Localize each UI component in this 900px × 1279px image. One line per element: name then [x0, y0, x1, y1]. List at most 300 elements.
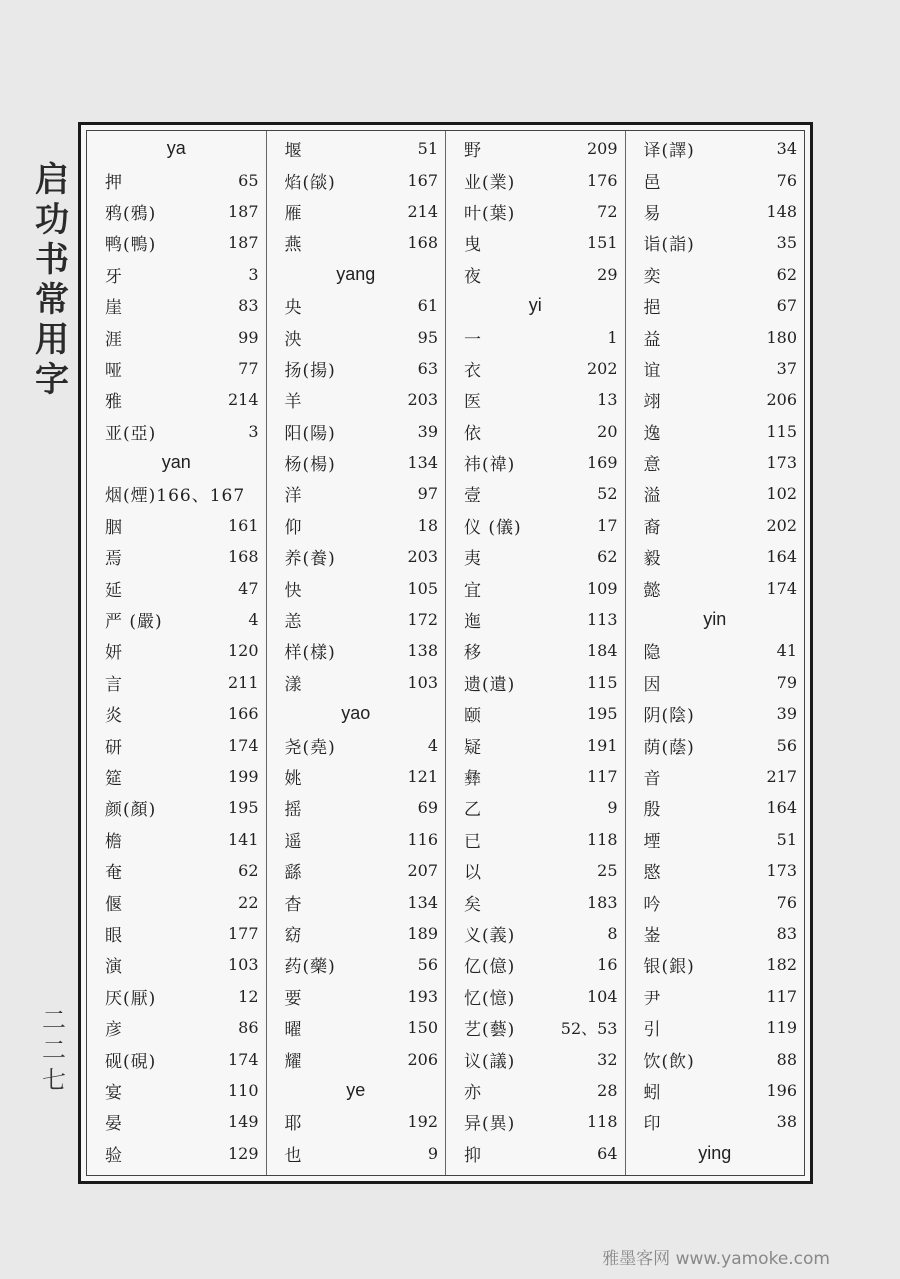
entry-page: 9: [427, 1143, 438, 1163]
entry-character: 意: [643, 455, 662, 476]
entry-page: 13: [597, 390, 618, 410]
entry-character: 艺(藝): [464, 1020, 516, 1041]
entry-character: 逸: [643, 423, 662, 444]
index-entry: [626, 1043, 805, 1074]
entry-character: 羊: [284, 392, 303, 413]
index-entry: [267, 667, 446, 698]
entry-character: 业(業): [464, 172, 516, 193]
entry-page: 18: [417, 515, 438, 535]
entry-character: 依: [464, 423, 482, 444]
entry-page: 203: [407, 390, 438, 410]
entry-character: 养(養): [284, 549, 336, 570]
entry-character: 崟: [643, 925, 662, 946]
index-entry: [267, 949, 446, 980]
index-entry: [87, 1106, 266, 1137]
pinyin-heading: yang: [336, 263, 376, 284]
entry-page: 174: [227, 735, 259, 755]
entry-page: 95: [417, 327, 438, 347]
entry-page: 102: [766, 484, 797, 504]
entry-page: 187: [227, 233, 259, 253]
watermark: 雅墨客网 www.yamoke.com: [602, 1249, 830, 1269]
index-entry: [267, 541, 446, 572]
side-title-char: 功: [35, 200, 69, 240]
index-entry: [87, 855, 266, 886]
index-entry: [446, 604, 625, 635]
entry-page: 86: [238, 1018, 259, 1038]
entry-page: 104: [586, 986, 618, 1006]
entry-character: 摇: [284, 800, 303, 821]
index-entry: [446, 384, 625, 415]
entry-page: 183: [586, 892, 618, 912]
entry-page: 103: [407, 672, 438, 692]
index-entry: [446, 1012, 625, 1043]
index-entry: [626, 259, 805, 290]
index-entry: [626, 1106, 805, 1137]
entry-page: 9: [607, 798, 618, 818]
side-title-char: 书: [35, 240, 69, 280]
entry-page: 51: [776, 829, 797, 849]
entry-page: 196: [766, 1080, 797, 1100]
index-entry: [626, 290, 805, 321]
entry-character: 祎(禕): [464, 455, 516, 476]
entry-character: 延: [105, 580, 123, 601]
index-entry: [626, 855, 805, 886]
entry-page: 67: [776, 296, 797, 316]
entry-page: 76: [776, 892, 797, 912]
entry-page: 166: [227, 704, 259, 724]
entry-character: 洋: [284, 486, 303, 507]
entry-page: 1: [607, 327, 618, 347]
side-title-char: 字: [35, 360, 69, 400]
entry-character: 鸦(鴉): [105, 203, 157, 224]
entry-character: 医: [464, 392, 482, 413]
index-entry: [267, 729, 446, 760]
entry-page: 52、53: [560, 1019, 618, 1039]
entry-character: 翊: [643, 392, 662, 413]
index-entry: [87, 981, 266, 1012]
index-entry: [267, 510, 446, 541]
entry-character: 妍: [105, 643, 123, 664]
index-entry: [87, 259, 266, 290]
entry-character: 演: [105, 957, 123, 978]
entry-character: 焉: [105, 549, 123, 570]
entry-page: 25: [597, 861, 618, 881]
entry-character: 义(義): [464, 925, 516, 946]
index-entry: [626, 227, 805, 258]
entry-character: 邑: [643, 172, 662, 193]
entry-character: 尹: [643, 988, 662, 1009]
entry-character: 曳: [464, 235, 482, 256]
entry-page: 209: [586, 139, 618, 159]
index-entry: [87, 541, 266, 572]
entry-character: 炎: [105, 706, 123, 727]
entry-character: 挹: [643, 298, 662, 319]
entry-character: 胭: [105, 517, 123, 538]
entry-character: 厌(厭): [105, 988, 157, 1009]
entry-character: 繇: [284, 863, 303, 884]
entry-character: 引: [643, 1020, 662, 1041]
entry-page: 62: [597, 547, 618, 567]
entry-character: 鸭(鴨): [105, 235, 157, 256]
index-entry: [87, 667, 266, 698]
index-entry: [626, 981, 805, 1012]
entry-page: 168: [227, 547, 259, 567]
index-entry: [446, 353, 625, 384]
entry-character: 漾: [284, 674, 303, 695]
entry-character: 奄: [105, 863, 123, 884]
entry-character: 晏: [105, 1114, 123, 1135]
entry-page: 8: [607, 923, 618, 943]
entry-page: 4: [427, 735, 438, 755]
entry-page: 217: [766, 767, 797, 786]
entry-page: 17: [597, 515, 618, 535]
index-entry: [267, 416, 446, 447]
index-entry: [446, 949, 625, 980]
index-entry: [446, 667, 625, 698]
side-title-char: 常: [35, 280, 69, 320]
entry-page: 149: [227, 1112, 259, 1132]
entry-character: 砚(硯): [105, 1051, 157, 1072]
entry-page: 109: [586, 578, 618, 598]
entry-page: 118: [586, 1112, 618, 1132]
entry-character: 颜(顏): [105, 800, 157, 821]
entry-page: 83: [238, 296, 259, 316]
entry-character: 乙: [464, 800, 482, 821]
index-table: [86, 130, 805, 1176]
index-entry: [626, 416, 805, 447]
entry-page: 120: [227, 641, 259, 661]
entry-page: 172: [407, 610, 438, 630]
entry-character: 矣: [464, 894, 482, 915]
index-entry: [626, 447, 805, 478]
pinyin-heading: ye: [346, 1079, 366, 1100]
index-entry: [87, 698, 266, 729]
entry-character: 移: [464, 643, 482, 664]
entry-character: 忆(憶): [464, 988, 516, 1009]
entry-page: 174: [227, 1049, 259, 1069]
index-entry: [626, 478, 805, 509]
entry-character: 泱: [284, 329, 303, 350]
entry-page: 3: [248, 264, 259, 284]
index-entry: [267, 1043, 446, 1074]
entry-character: 阴(陰): [643, 706, 695, 727]
index-entry: [87, 196, 266, 227]
entry-character: 已: [464, 831, 482, 852]
index-entry: [446, 510, 625, 541]
entry-character: 译(譯): [643, 141, 695, 162]
entry-page: 168: [407, 233, 438, 253]
entry-page: 47: [238, 578, 259, 598]
entry-page: 195: [586, 704, 618, 724]
index-entry: [446, 981, 625, 1012]
entry-page: 150: [407, 1018, 438, 1038]
index-entry: [446, 1075, 625, 1106]
entry-page: 173: [766, 453, 797, 473]
entry-page: 169: [586, 453, 618, 473]
entry-page: 134: [407, 453, 438, 473]
pinyin-heading: ying: [698, 1142, 732, 1163]
index-entry: [267, 321, 446, 352]
entry-character: 筵: [105, 769, 123, 789]
entry-character: 堙: [643, 831, 662, 852]
entry-character: 焰(燄): [284, 172, 336, 193]
entry-page: 195: [227, 798, 259, 818]
entry-page: 118: [586, 829, 618, 849]
entry-page: 34: [776, 139, 797, 159]
entry-page: 79: [776, 672, 797, 692]
index-entry: [626, 321, 805, 352]
entry-page: 148: [766, 201, 797, 221]
entry-character: 裔: [643, 517, 662, 538]
entry-page: 20: [597, 421, 618, 441]
index-entry: [87, 604, 266, 635]
entry-page: 207: [407, 861, 438, 881]
index-entry: [267, 384, 446, 415]
entry-page: 113: [586, 610, 618, 630]
index-entry: [267, 824, 446, 855]
entry-character: 药(藥): [284, 957, 336, 978]
index-entry: [87, 792, 266, 823]
entry-page: 117: [766, 986, 797, 1006]
index-entry: [267, 133, 446, 164]
entry-character: 蚓: [643, 1082, 662, 1103]
pinyin-heading: yin: [703, 609, 727, 630]
entry-character: 疑: [464, 737, 482, 758]
index-entry: [446, 761, 625, 792]
index-entry: [267, 290, 446, 321]
index-entry: [626, 1012, 805, 1043]
pinyin-heading: yao: [341, 703, 371, 724]
entry-page: 192: [407, 1112, 438, 1132]
entry-character: 夜: [464, 266, 482, 287]
entry-page: 202: [586, 358, 618, 378]
entry-character: 议(議): [464, 1051, 516, 1072]
entry-page: 151: [586, 233, 618, 253]
index-table-frame: [78, 122, 813, 1184]
entry-page: 164: [766, 798, 797, 818]
index-entry: [446, 918, 625, 949]
index-entry: [87, 290, 266, 321]
entry-character: 样(樣): [284, 643, 336, 664]
index-entry: [446, 1106, 625, 1137]
index-column: [626, 131, 805, 1175]
entry-page: 191: [586, 735, 618, 755]
page-number-char: 二: [42, 1036, 66, 1064]
entry-page: 129: [227, 1143, 259, 1163]
page-number-char: 七: [42, 1066, 66, 1094]
page-number-char: 二: [42, 1006, 66, 1034]
index-entry: [446, 133, 625, 164]
entry-character: 夷: [464, 549, 482, 570]
entry-character: 彝: [464, 769, 482, 789]
entry-page: 62: [776, 264, 797, 284]
entry-character: 偃: [105, 894, 123, 915]
pinyin-heading: yi: [528, 295, 542, 316]
entry-page: 56: [776, 735, 797, 755]
entry-character: 尧(堯): [284, 737, 336, 758]
index-entry: [87, 949, 266, 980]
index-entry: [446, 447, 625, 478]
entry-page: 105: [407, 578, 438, 598]
entry-character: 牙: [105, 266, 123, 287]
index-entry: [87, 1138, 266, 1169]
entry-character: 荫(蔭): [643, 737, 695, 758]
entry-page: 65: [238, 170, 259, 190]
entry-character: 迤: [464, 612, 482, 633]
index-entry: [626, 510, 805, 541]
entry-character: 野: [464, 141, 482, 162]
entry-character: 颐: [464, 706, 482, 727]
entry-character: 烟(煙)166、167: [105, 486, 246, 507]
index-entry: [267, 1138, 446, 1169]
entry-character: 扬(揚): [284, 360, 336, 381]
entry-page: 77: [238, 358, 259, 378]
entry-character: 殷: [643, 800, 662, 821]
entry-page: 76: [776, 170, 797, 190]
entry-character: 研: [105, 737, 123, 758]
entry-page: 202: [766, 515, 797, 535]
entry-character: 遗(遺): [464, 674, 516, 695]
entry-page: 167: [407, 170, 438, 190]
entry-character: 曜: [284, 1020, 303, 1041]
index-entry: [267, 1106, 446, 1137]
entry-page: 28: [597, 1080, 618, 1100]
entry-character: 恙: [284, 612, 303, 633]
index-entry: [626, 667, 805, 698]
entry-page: 211: [227, 672, 259, 692]
entry-character: 益: [643, 329, 662, 350]
index-entry: [267, 635, 446, 666]
entry-page: 180: [766, 327, 797, 347]
entry-page: 99: [238, 327, 259, 347]
index-entry: [626, 164, 805, 195]
entry-page: 62: [238, 861, 259, 881]
entry-character: 谊: [643, 360, 662, 381]
entry-character: 音: [643, 769, 662, 789]
entry-page: 206: [407, 1049, 438, 1069]
entry-page: 110: [227, 1080, 259, 1100]
entry-character: 窈: [284, 925, 303, 946]
entry-character: 懿: [643, 580, 662, 601]
index-entry: [87, 384, 266, 415]
entry-character: 衣: [464, 360, 482, 381]
index-entry: [626, 949, 805, 980]
entry-character: 银(銀): [643, 957, 695, 978]
pinyin-heading: yan: [161, 452, 191, 473]
index-entry: [87, 353, 266, 384]
entry-character: 宴: [105, 1082, 123, 1103]
entry-character: 言: [105, 674, 123, 695]
entry-character: 抑: [464, 1145, 482, 1166]
entry-page: 83: [776, 923, 797, 943]
entry-page: 63: [417, 358, 438, 378]
index-entry: [87, 918, 266, 949]
index-entry: [446, 792, 625, 823]
index-entry: [626, 133, 805, 164]
entry-character: 验: [105, 1145, 123, 1166]
index-entry: [446, 416, 625, 447]
entry-character: 易: [643, 203, 662, 224]
entry-character: 哑: [105, 360, 123, 381]
index-entry: [87, 321, 266, 352]
entry-character: 燕: [284, 235, 303, 256]
entry-page: 41: [776, 641, 797, 661]
entry-character: 快: [284, 580, 303, 601]
index-entry: [87, 1043, 266, 1074]
entry-character: 亿(億): [464, 957, 516, 978]
index-entry: [87, 478, 266, 509]
index-entry: [87, 1012, 266, 1043]
entry-page: 39: [776, 704, 797, 724]
entry-page: 97: [417, 484, 438, 504]
entry-page: 184: [586, 641, 618, 661]
index-entry: [267, 855, 446, 886]
side-title-char: 用: [35, 320, 69, 360]
index-entry: [267, 604, 446, 635]
entry-character: 因: [643, 674, 662, 695]
entry-page: 35: [776, 233, 797, 253]
entry-page: 164: [766, 547, 797, 567]
index-entry: [267, 227, 446, 258]
index-entry: [626, 792, 805, 823]
entry-character: 一: [464, 329, 482, 350]
index-entry: [87, 227, 266, 258]
index-entry: [446, 196, 625, 227]
index-entry: [87, 635, 266, 666]
index-entry: [626, 761, 805, 792]
index-entry: [446, 698, 625, 729]
entry-page: 52: [597, 484, 618, 504]
index-entry: [626, 824, 805, 855]
entry-character: 隐: [643, 643, 662, 664]
entry-character: 杳: [284, 894, 303, 915]
entry-page: 12: [238, 986, 259, 1006]
entry-page: 61: [417, 296, 438, 316]
entry-page: 32: [597, 1049, 618, 1069]
entry-character: 檐: [105, 831, 123, 852]
index-entry: [87, 824, 266, 855]
entry-character: 要: [284, 988, 303, 1009]
index-column: [446, 131, 626, 1175]
entry-character: 也: [284, 1145, 303, 1166]
entry-page: 69: [417, 798, 438, 818]
index-entry: [446, 259, 625, 290]
index-entry: [626, 196, 805, 227]
entry-page: 72: [597, 201, 618, 221]
entry-character: 彦: [105, 1020, 123, 1041]
index-entry: [87, 1075, 266, 1106]
index-entry: [267, 1012, 446, 1043]
index-entry: [626, 729, 805, 760]
index-entry: [446, 541, 625, 572]
entry-character: 亚(亞): [105, 423, 157, 444]
entry-page: 206: [766, 390, 797, 410]
entry-character: 仰: [284, 517, 303, 538]
index-entry: [446, 572, 625, 603]
index-entry: [626, 541, 805, 572]
entry-page: 3: [248, 421, 259, 441]
index-entry: [626, 698, 805, 729]
entry-page: 176: [586, 170, 618, 190]
entry-page: 38: [776, 1112, 797, 1132]
entry-character: 严 (嚴): [105, 612, 163, 633]
index-entry: [446, 729, 625, 760]
index-entry: [626, 572, 805, 603]
entry-character: 壹: [464, 486, 482, 507]
index-entry: [446, 635, 625, 666]
entry-page: 117: [586, 767, 618, 786]
index-entry: [267, 196, 446, 227]
